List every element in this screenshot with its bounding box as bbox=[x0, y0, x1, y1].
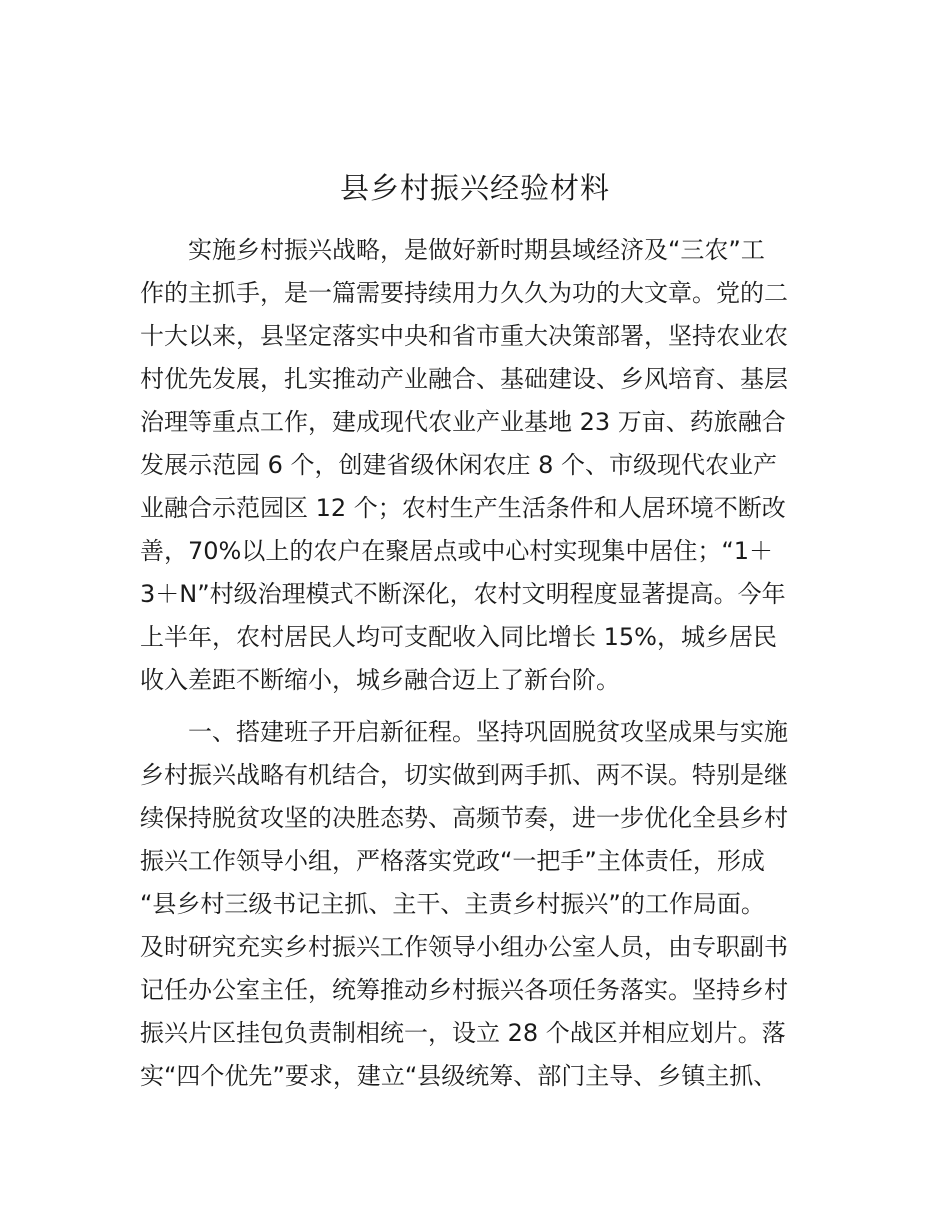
paragraph-line: 收入差距不断缩小，城乡融合迈上了新台阶。 bbox=[140, 666, 620, 694]
paragraph-line: 及时研究充实乡村振兴工作领导小组办公室人员，由专职副书 bbox=[140, 933, 788, 961]
paragraph-line: 实“四个优先”要求，建立“县级统筹、部门主导、乡镇主抓、 bbox=[140, 1062, 778, 1090]
paragraph-line: 振兴工作领导小组，严格落实党政“一把手”主体责任，形成 bbox=[140, 847, 765, 875]
paragraph-line: 作的主抓手，是一篇需要持续用力久久为功的大文章。党的二 bbox=[140, 279, 788, 307]
paragraph-line: 乡村振兴战略有机结合，切实做到两手抓、两不误。特别是继 bbox=[140, 761, 788, 789]
paragraph-line: 上半年，农村居民人均可支配收入同比增长 15%，城乡居民 bbox=[140, 623, 777, 651]
paragraph-line: 3＋N”村级治理模式不断深化，农村文明程度显著提高。今年 bbox=[140, 580, 786, 608]
paragraph-line: 十大以来，县坚定落实中央和省市重大决策部署，坚持农业农 bbox=[140, 322, 788, 350]
paragraph-line: 续保持脱贫攻坚的决胜态势、高频节奏，进一步优化全县乡村 bbox=[140, 804, 788, 832]
paragraph-line: 治理等重点工作，建成现代农业产业基地 23 万亩、药旅融合 bbox=[140, 408, 786, 436]
paragraph-line: 振兴片区挂包负责制相统一，设立 28 个战区并相应划片。落 bbox=[140, 1019, 786, 1047]
paragraph-line: 实施乡村振兴战略，是做好新时期县域经济及“三农”工 bbox=[188, 236, 765, 264]
document-title: 县乡村振兴经验材料 bbox=[339, 171, 610, 205]
paragraph-line: 善，70%以上的农户在聚居点或中心村实现集中居住；“1＋ bbox=[140, 537, 774, 565]
paragraph-line: 村优先发展，扎实推动产业融合、基础建设、乡风培育、基层 bbox=[140, 365, 788, 393]
paragraph-line: “县乡村三级书记主抓、主干、主责乡村振兴”的工作局面。 bbox=[140, 890, 765, 918]
paragraph-line: 业融合示范园区 12 个；农村生产生活条件和人居环境不断改 bbox=[140, 494, 786, 522]
paragraph-line: 发展示范园 6 个，创建省级休闲农庄 8 个、市级现代农业产 bbox=[140, 451, 778, 479]
paragraph-line: 记任办公室主任，统筹推动乡村振兴各项任务落实。坚持乡村 bbox=[140, 976, 788, 1004]
paragraph-line: 一、搭建班子开启新征程。坚持巩固脱贫攻坚成果与实施 bbox=[188, 718, 788, 746]
